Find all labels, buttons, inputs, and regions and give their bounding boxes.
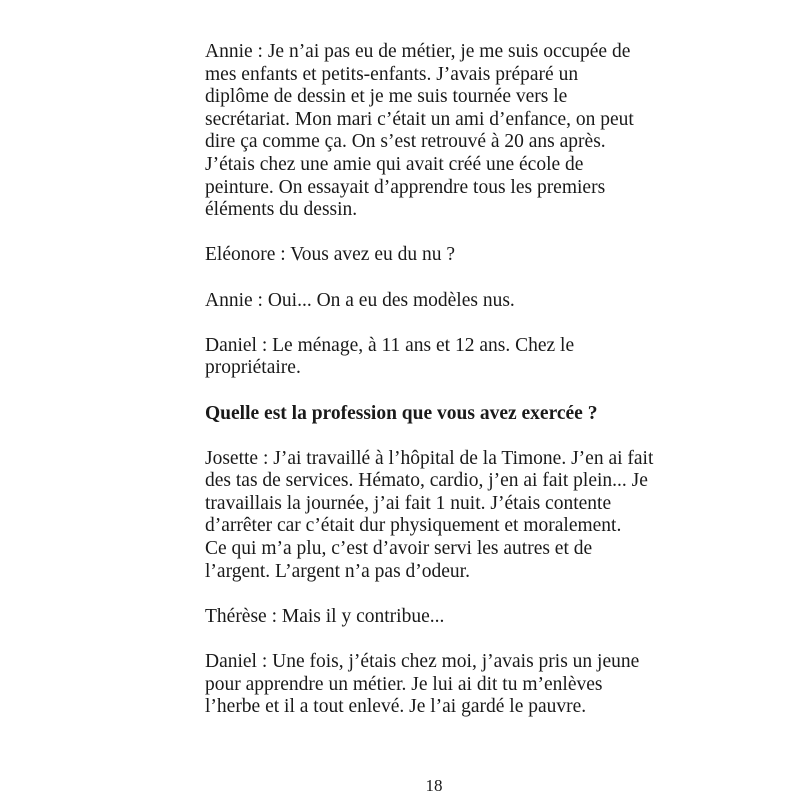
- section-question: Quelle est la profession que vous avez exercée ?: [205, 402, 598, 424]
- paragraph-eleonore-question: Eléonore : Vous avez eu du nu ?: [205, 244, 456, 266]
- paragraph-daniel-jeune: Daniel : Une fois, j’étais chez moi, j’avais pris un jeune pour apprendre un métier. Je lui ai dit tu m’enlèves l’herbe et il a tout enlevé. Je l’ai gardé le pauvre.: [205, 651, 640, 718]
- paragraph-daniel-menage: Daniel : Le ménage, à 11 ans et 12 ans. Chez le propriétaire.: [205, 334, 575, 379]
- page-number: 18: [425, 776, 443, 795]
- paragraph-annie-reponse: Annie : Oui... On a eu des modèles nus.: [205, 289, 515, 311]
- paragraph-annie-metier: Annie : Je n’ai pas eu de métier, je me suis occupée de mes enfants et petits-enfants. J’avais préparé un diplôme de dessin et je me suis tournée vers le secrétariat. Mon mari c’était un ami d’enfance, on peut dire ça comme ça. On s’est retrouvé à 20 ans après. J’étais chez une amie qui avait créé une école de peinture. On essayait d’apprendre tous les premiers éléments du dessin.: [205, 41, 634, 221]
- paragraph-josette: Josette : J’ai travaillé à l’hôpital de la Timone. J’en ai fait des tas de services. Hémato, cardio, j’en ai fait plein... Je travaillais la journée, j’ai fait 1 nuit. J’étais contente d’arrêter car c’était dur physiquement et moralement. Ce qui m’a plu, c’est d’avoir servi les autres et de l’argent. L’argent n’a pas d’odeur.: [205, 447, 654, 582]
- page-body: [205, 41, 725, 741]
- paragraph-therese: Thérèse : Mais il y contribue...: [205, 605, 445, 627]
